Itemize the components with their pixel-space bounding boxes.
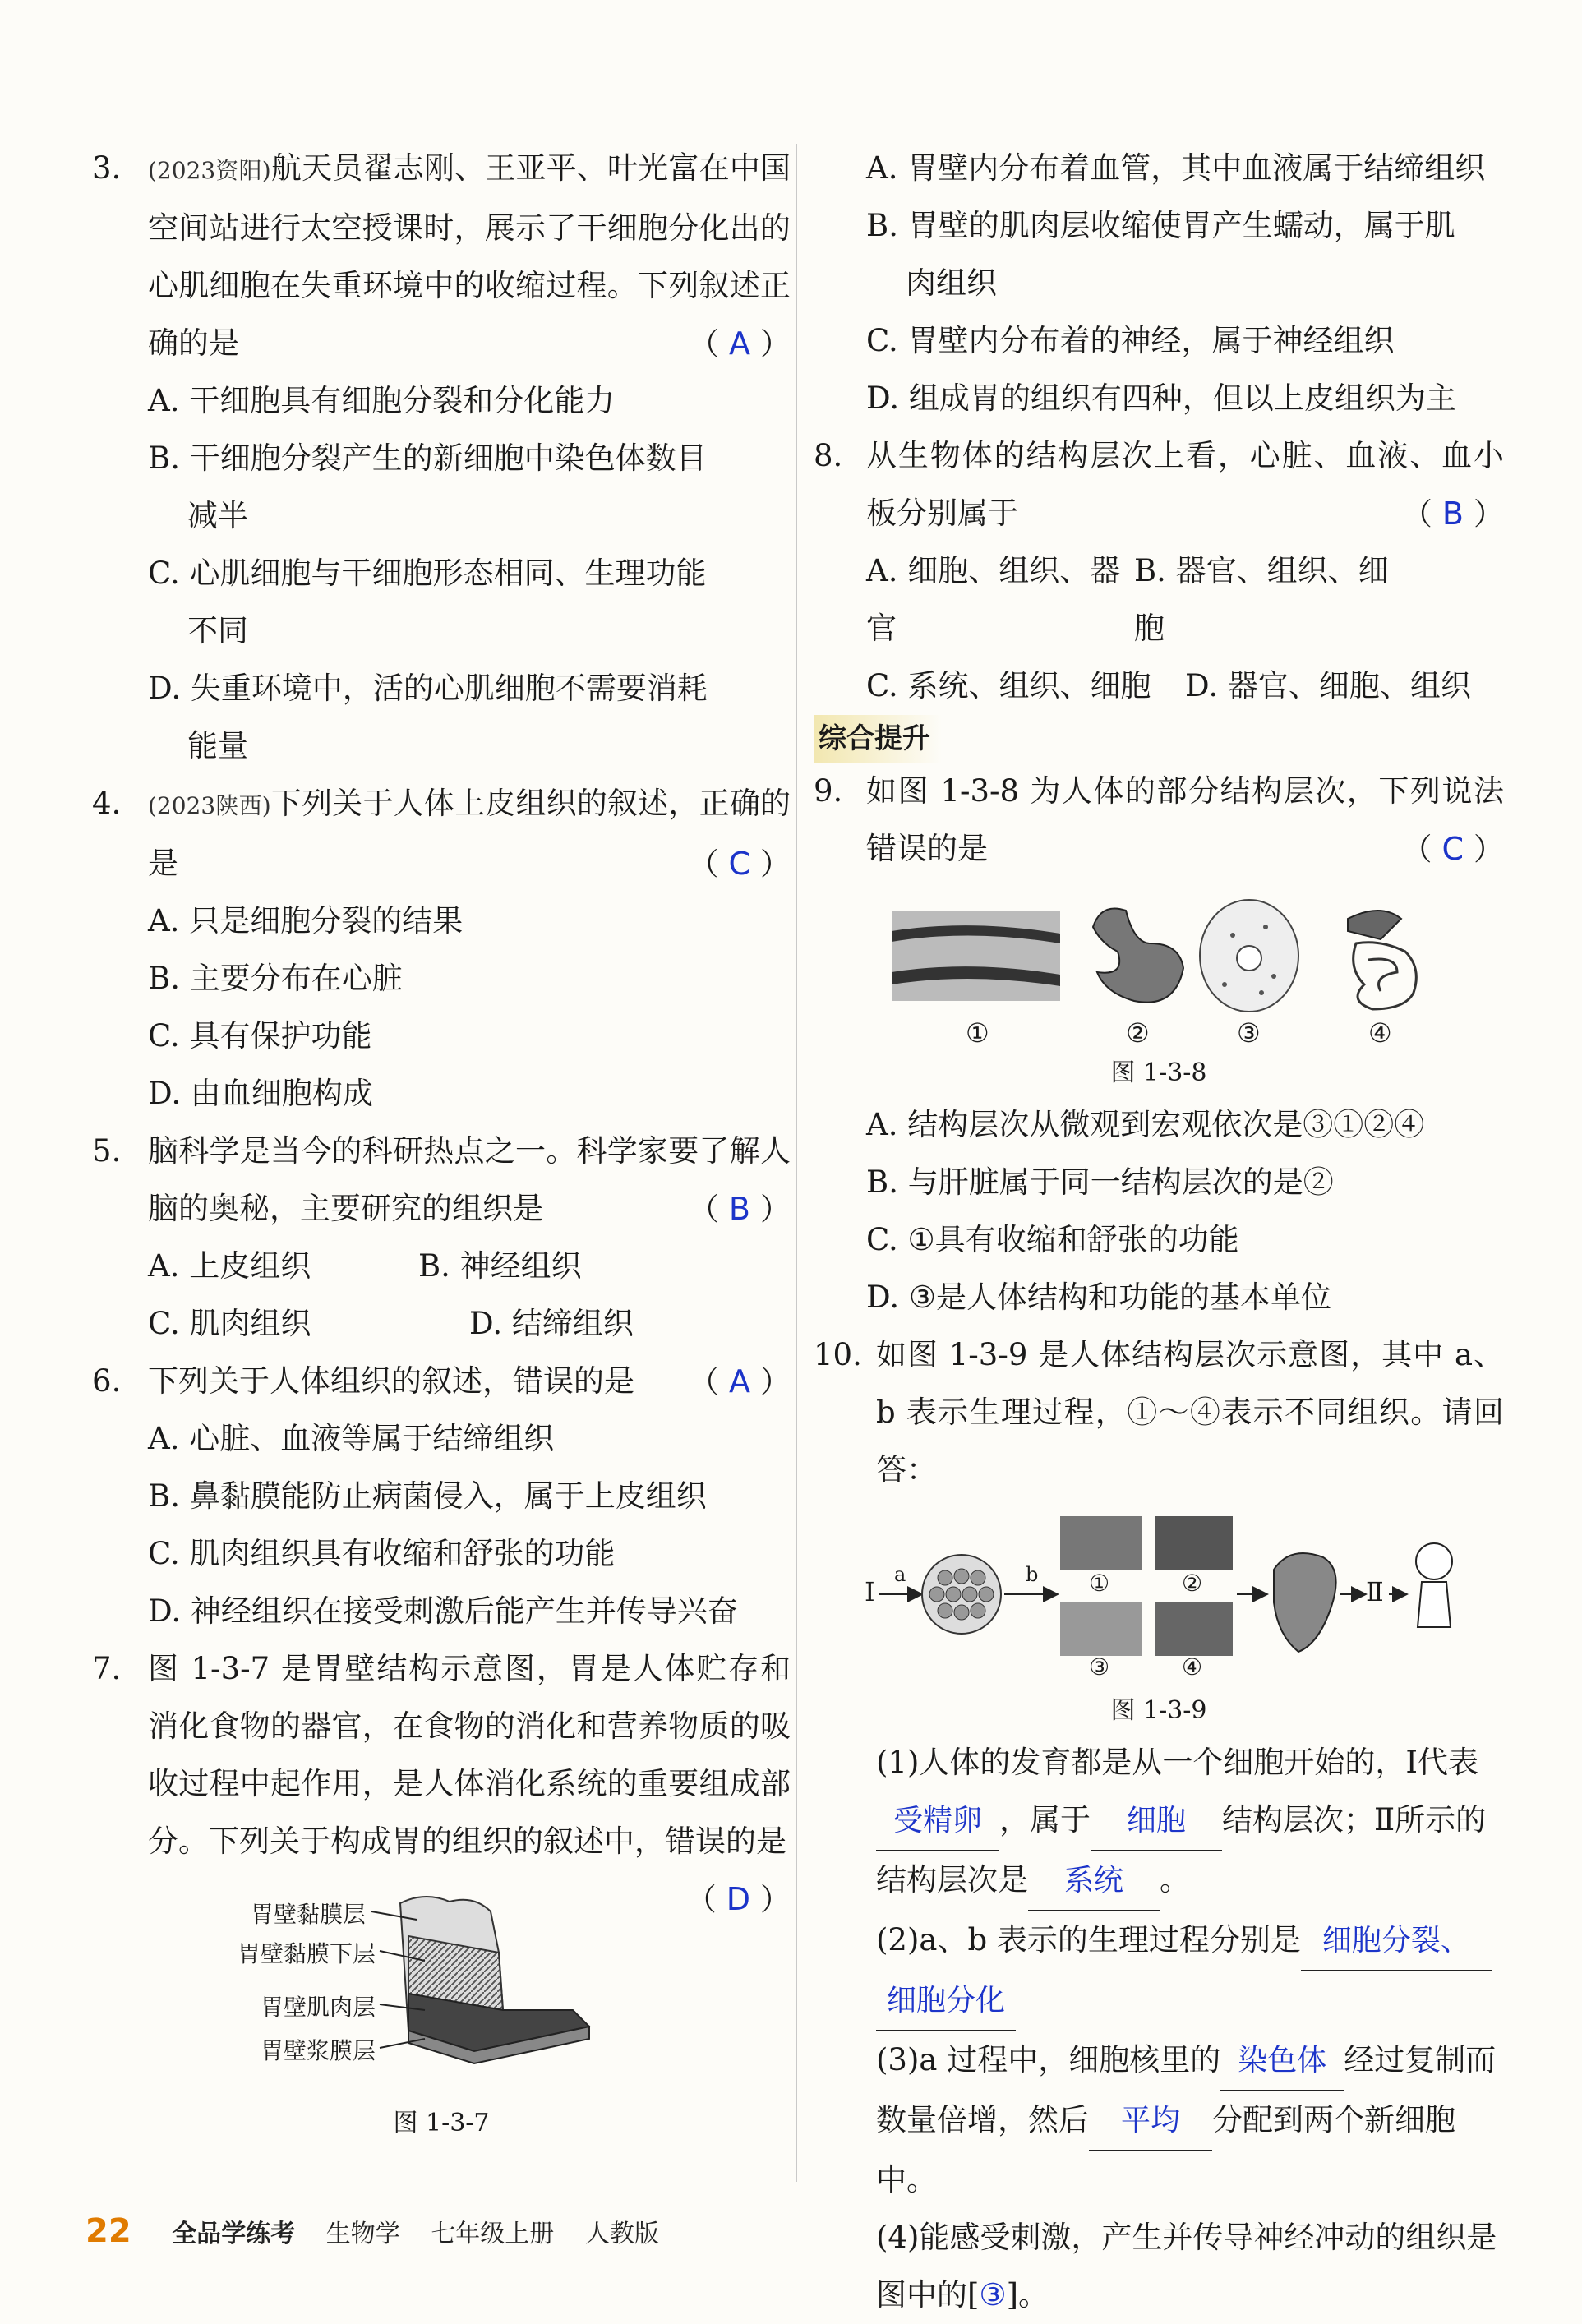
figure-label: ②	[1182, 1570, 1203, 1597]
figure-label: 胃壁黏膜下层	[237, 1940, 376, 1967]
question-3	[92, 140, 791, 372]
option: D. 结缔组织	[469, 1306, 634, 1341]
answer-bracket: （ A ）	[689, 325, 791, 362]
text: 经过复制而数量倍增，然后	[876, 2042, 1497, 2137]
edition: 人教版	[584, 2220, 659, 2248]
option: C. 心肌细胞与干细胞形态相同、生理功能	[148, 556, 707, 591]
option: C. 系统、组织、细胞	[866, 668, 1151, 703]
question-number: 10.	[814, 1337, 862, 1372]
text: ]。	[1006, 2277, 1049, 2312]
option: C. 胃壁内分布着的神经，属于神经组织	[866, 323, 1395, 358]
figure-label: 胃壁浆膜层	[260, 2037, 376, 2064]
option: D. 失重环境中，活的心肌细胞不需要消耗	[148, 671, 708, 706]
tissue-image	[892, 911, 1060, 1001]
option: A. 上皮组织	[148, 1248, 311, 1284]
figure-caption: 图 1-3-7	[393, 2109, 490, 2137]
answer: B	[728, 1191, 750, 1227]
figure-label: ②	[1126, 1017, 1150, 1049]
answer-bracket: （ C ）	[1401, 831, 1504, 867]
option-continued: 不同	[187, 613, 248, 648]
answer-bracket: （ B ）	[1401, 496, 1504, 532]
tissue-2-image	[1155, 1516, 1233, 1570]
q10-part-3	[876, 2031, 1504, 2209]
question-source: (2023资阳)	[148, 157, 271, 184]
option: A. 胃壁内分布着血管，其中血液属于结缔组织	[866, 150, 1486, 186]
body-structure-figure	[863, 1512, 1455, 1681]
tissue-4-image	[1155, 1602, 1233, 1656]
option: B. 主要分布在心脏	[148, 961, 403, 996]
figure-label: Ⅰ	[865, 1576, 875, 1607]
figure-label: ①	[1089, 1570, 1110, 1597]
question-stem: 图 1-3-7 是胃壁结构示意图，胃是人体贮存和消化食物的器官，在食物的消化和营养物质的吸收过程中起作用，是人体消化系统的重要组成部分。下列关于构成胃的组织的叙述中，错误的是	[148, 1651, 791, 1859]
figure-caption: 图 1-3-8	[1110, 1058, 1207, 1087]
grade: 七年级上册	[431, 2220, 555, 2248]
figure-label: 胃壁黏膜层	[250, 1901, 366, 1928]
q10-part-2	[876, 1911, 1504, 2031]
figure-label: Ⅱ	[1366, 1576, 1384, 1607]
figure-label: 胃壁肌肉层	[260, 1994, 376, 2021]
answer-blank: 细胞	[1091, 1792, 1222, 1851]
option: C. 具有保护功能	[148, 1018, 372, 1054]
option: A. 细胞、组织、器官	[866, 553, 1121, 646]
question-8	[814, 427, 1504, 542]
option-continued: 肉组织	[906, 265, 997, 301]
option-list	[148, 892, 791, 1123]
answer-bracket: （ B ）	[688, 1191, 791, 1227]
page-footer	[85, 2212, 682, 2250]
right-column	[814, 140, 1504, 2324]
answer: B	[1441, 496, 1464, 532]
option-list	[148, 1410, 791, 1640]
figure-caption: 图 1-3-9	[1110, 1696, 1207, 1725]
option-row	[148, 1238, 689, 1295]
option: D. 神经组织在接受刺激后能产生并传导兴奋	[148, 1593, 738, 1629]
answer-bracket: （ A ）	[689, 1363, 791, 1399]
left-column	[92, 140, 791, 2146]
option-list	[866, 1096, 1504, 1326]
question-number: 6.	[92, 1363, 122, 1399]
question-number: 5.	[92, 1133, 122, 1169]
text: 。	[1160, 1862, 1190, 1897]
question-6	[92, 1353, 791, 1410]
option-list	[148, 372, 791, 775]
figure-label: ③	[1089, 1653, 1110, 1681]
figure-label: b	[1026, 1563, 1039, 1586]
question-5	[92, 1123, 791, 1238]
option-row	[148, 1295, 791, 1353]
option: A. 干细胞具有细胞分裂和分化能力	[148, 383, 616, 418]
option: D. 组成胃的组织有四种，但以上皮组织为主	[866, 380, 1456, 416]
text: 分配到两个新细胞中。	[876, 2102, 1455, 2197]
q10-part-4	[876, 2209, 1504, 2324]
option: A. 心脏、血液等属于结缔组织	[148, 1421, 555, 1456]
question-number: 9.	[814, 773, 843, 809]
stomach-image	[1093, 909, 1183, 1003]
question-number: 7.	[92, 1651, 122, 1686]
answer-blank: 受精卵	[876, 1792, 999, 1851]
question-stem: 从生物体的结构层次上看，心脏、血液、血小板分别属于	[866, 438, 1504, 531]
option-continued: 能量	[187, 728, 248, 763]
question-stem: 下列关于人体上皮组织的叙述，正确的是	[148, 786, 791, 881]
structure-levels-figure	[888, 894, 1430, 1050]
heart-image	[1274, 1553, 1336, 1652]
option: B. 干细胞分裂产生的新细胞中染色体数目	[148, 440, 707, 476]
text: (4)能感受刺激，产生并传导神经冲动的组织是图中的[	[876, 2220, 1497, 2312]
question-9	[814, 763, 1504, 878]
option: C. 肌肉组织具有收缩和舒张的功能	[148, 1536, 616, 1571]
option: A. 只是细胞分裂的结果	[148, 903, 464, 938]
tissue-1-image	[1060, 1516, 1142, 1570]
option-row	[866, 657, 1504, 715]
question-10	[814, 1326, 1504, 1499]
text: ，属于	[999, 1802, 1091, 1838]
answer: A	[729, 325, 750, 362]
option: D. ③是人体结构和功能的基本单位	[866, 1280, 1332, 1315]
option: B. 鼻黏膜能防止病菌侵入，属于上皮组织	[148, 1478, 707, 1514]
answer-bracket: （ D ）	[685, 1881, 791, 1917]
section-title: 综合提升	[814, 715, 942, 763]
figure-label: ①	[966, 1017, 989, 1049]
option: A. 结构层次从微观到宏观依次是③①②④	[866, 1107, 1425, 1142]
child-image	[1416, 1543, 1452, 1579]
option: C. ①具有收缩和舒张的功能	[866, 1222, 1239, 1257]
question-number: 3.	[92, 150, 122, 186]
column-divider	[796, 144, 797, 2182]
text: (2)a、b 表示的生理过程分别是	[876, 1922, 1301, 1957]
answer: A	[729, 1363, 750, 1399]
page-number: 22	[85, 2212, 131, 2250]
figure-label: ④	[1368, 1017, 1392, 1049]
question-stem: 下列关于人体组织的叙述，错误的是	[148, 1363, 634, 1399]
answer: D	[726, 1881, 750, 1917]
question-number: 4.	[92, 786, 122, 821]
answer-bracket: （ C ）	[688, 846, 791, 882]
answer-blank: 平均	[1089, 2092, 1212, 2151]
question-4	[92, 775, 791, 892]
answer-blank: 细胞分裂、	[1301, 1912, 1492, 1971]
question-stem: 如图 1-3-9 是人体结构层次示意图，其中 a、b 表示生理过程，①～④表示不同组织。请回答：	[876, 1337, 1504, 1487]
answer: C	[1441, 831, 1464, 867]
answer-blank: 系统	[1028, 1852, 1160, 1911]
option: B. 与肝脏属于同一结构层次的是②	[866, 1164, 1334, 1200]
question-number: 8.	[814, 438, 843, 473]
option-continued: 减半	[187, 498, 248, 533]
figure-label: ④	[1182, 1653, 1203, 1681]
option: D. 由血细胞构成	[148, 1076, 373, 1111]
structure-levels-images	[888, 894, 1430, 1017]
answer-blank: 染色体	[1220, 2032, 1344, 2091]
text: (3)a 过程中，细胞核里的	[876, 2042, 1221, 2077]
subject: 生物学	[325, 2220, 400, 2248]
question-source: (2023陕西)	[148, 792, 271, 819]
stomach-wall-figure	[228, 1887, 655, 2100]
figure-label: ③	[1237, 1017, 1261, 1049]
answer-blank: 细胞分化	[876, 1972, 1016, 2031]
option-row	[866, 542, 1402, 657]
option: B. 胃壁的肌肉层收缩使胃产生蠕动，属于肌	[866, 208, 1455, 243]
option-list	[866, 140, 1504, 427]
text: (1)人体的发育都是从一个细胞开始的，Ⅰ代表	[876, 1745, 1479, 1780]
question-stem: 脑科学是当今的科研热点之一。科学家要了解人脑的奥秘，主要研究的组织是	[148, 1133, 791, 1226]
figure-label: a	[894, 1563, 906, 1586]
option: B. 器官、组织、细胞	[1133, 553, 1389, 646]
question-stem: 如图 1-3-8 为人体的部分结构层次，下列说法错误的是	[866, 773, 1504, 866]
system-image	[1348, 911, 1401, 939]
tissue-3-image	[1060, 1602, 1142, 1656]
book-title: 全品学练考	[172, 2220, 296, 2248]
answer: C	[728, 846, 750, 882]
question-stem: 航天员翟志刚、王亚平、叶光富在中国空间站进行太空授课时，展示了干细胞分化出的心肌细胞在失重环境中的收缩过程。下列叙述正确的是	[148, 150, 791, 361]
q10-part-1	[876, 1734, 1504, 1911]
option: D. 器官、细胞、组织	[1185, 668, 1471, 703]
option: B. 神经组织	[417, 1248, 582, 1284]
answer-blank: ③	[979, 2277, 1007, 2312]
text: 结构层次；Ⅱ所示的结构层次是	[876, 1802, 1487, 1897]
option: C. 肌肉组织	[148, 1306, 311, 1341]
